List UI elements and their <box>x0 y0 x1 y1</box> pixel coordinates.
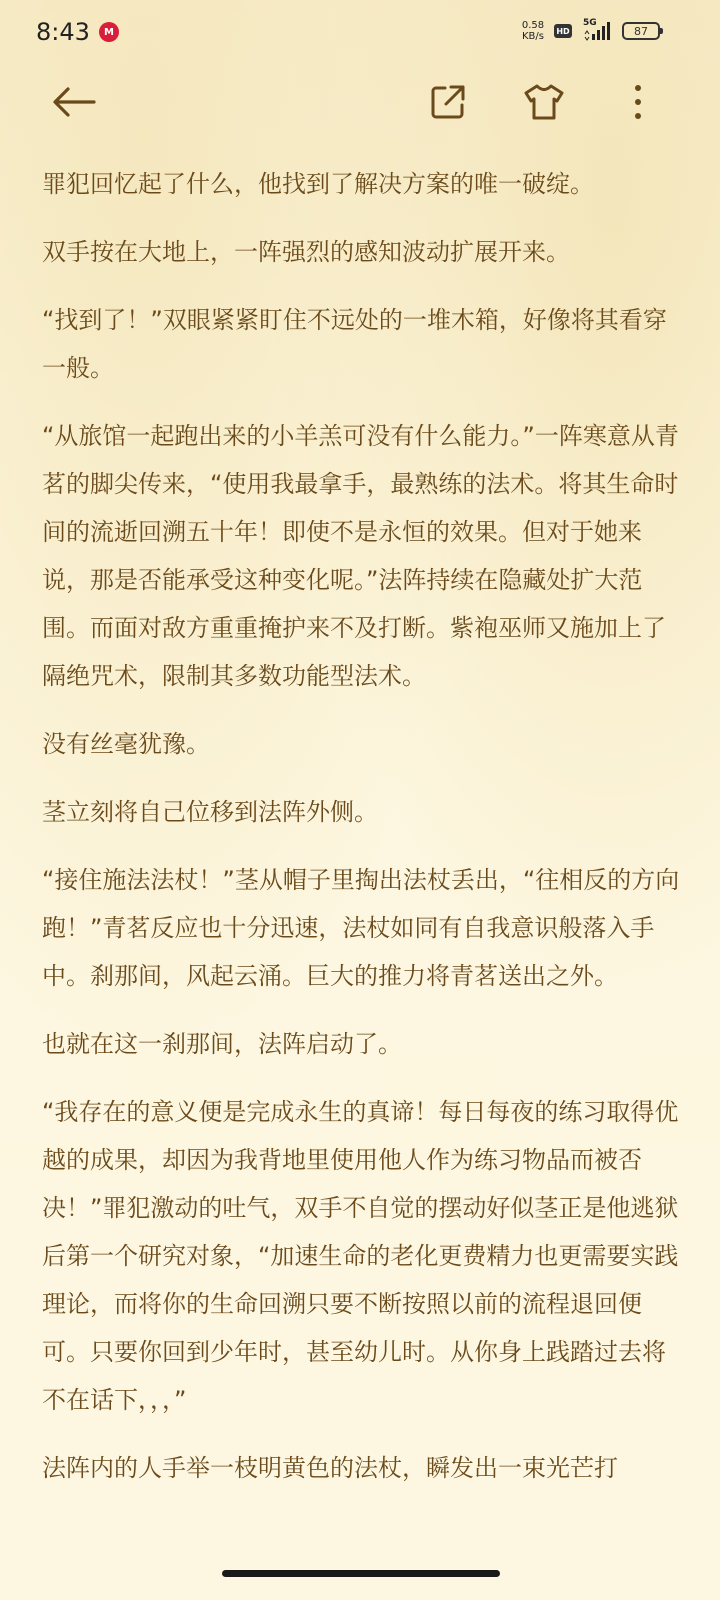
more-options-button[interactable] <box>614 78 662 126</box>
share-button[interactable] <box>424 78 472 126</box>
clock-time: 8:43 <box>36 18 90 46</box>
network-speed-unit: KB/s <box>522 31 544 42</box>
home-indicator[interactable] <box>222 1570 500 1577</box>
external-link-icon <box>429 83 467 121</box>
paragraph: “找到了！”双眼紧紧盯住不远处的一堆木箱，好像将其看穿一般。 <box>42 306 667 382</box>
paragraph: 双手按在大地上，一阵强烈的感知波动扩展开来。 <box>42 238 570 266</box>
battery-level: 87 <box>634 24 648 38</box>
reader-toolbar <box>0 66 720 138</box>
theme-button[interactable] <box>520 78 568 126</box>
network-speed-value: 0.58 <box>521 20 545 31</box>
signal-strength-icon <box>583 20 613 42</box>
tshirt-icon <box>523 83 565 121</box>
paragraph: 法阵内的人手举一枝明黄色的法杖，瞬发出一束光芒打 <box>42 1454 618 1482</box>
carrier-logo-icon: M <box>99 22 119 42</box>
network-type-label: 5G <box>583 18 597 28</box>
hd-badge: HD <box>554 24 572 38</box>
paragraph: “我存在的意义便是完成永生的真谛！每日每夜的练习取得优越的成果，却因为我背地里使用他人作为练习物品而被否决！”罪犯激动的吐气，双手不自觉的摆动好似茎正是他逃狱后第一个研究对象，“加速生命的老化更费精力也更需要实践理论，而将你的生命回溯只要不断按照以前的流程退回便可。只要你回到少年时，甚至幼儿时。从你身上践踏过去将不在话下，，，” <box>42 1098 679 1414</box>
back-button[interactable] <box>50 78 98 126</box>
chapter-content <box>42 160 682 1512</box>
more-vertical-icon <box>633 83 643 121</box>
paragraph: 也就在这一刹那间，法阵启动了。 <box>42 1030 402 1058</box>
paragraph: 罪犯回忆起了什么，他找到了解决方案的唯一破绽。 <box>42 170 594 198</box>
network-speed <box>518 20 548 42</box>
paragraph: 没有丝毫犹豫。 <box>42 730 210 758</box>
status-bar <box>0 0 720 66</box>
paragraph: “接住施法法杖！”茎从帽子里掏出法杖丢出，“往相反的方向跑！”青茗反应也十分迅速，法杖如同有自我意识般落入手中。刹那间，风起云涌。巨大的推力将青茗送出之外。 <box>42 866 680 990</box>
arrow-left-icon <box>52 86 96 118</box>
paragraph: “从旅馆一起跑出来的小羊羔可没有什么能力。”一阵寒意从青茗的脚尖传来，“使用我最拿手，最熟练的法术。将其生命时间的流逝回溯五十年！即使不是永恒的效果。但对于她来说，那是否能承受这种变化呢。”法阵持续在隐藏处扩大范围。而面对敌方重重掩护来不及打断。紫袍巫师又施加上了隔绝咒术，限制其多数功能型法术。 <box>42 422 679 690</box>
battery-icon <box>622 22 660 40</box>
paragraph: 茎立刻将自己位移到法阵外侧。 <box>42 798 378 826</box>
